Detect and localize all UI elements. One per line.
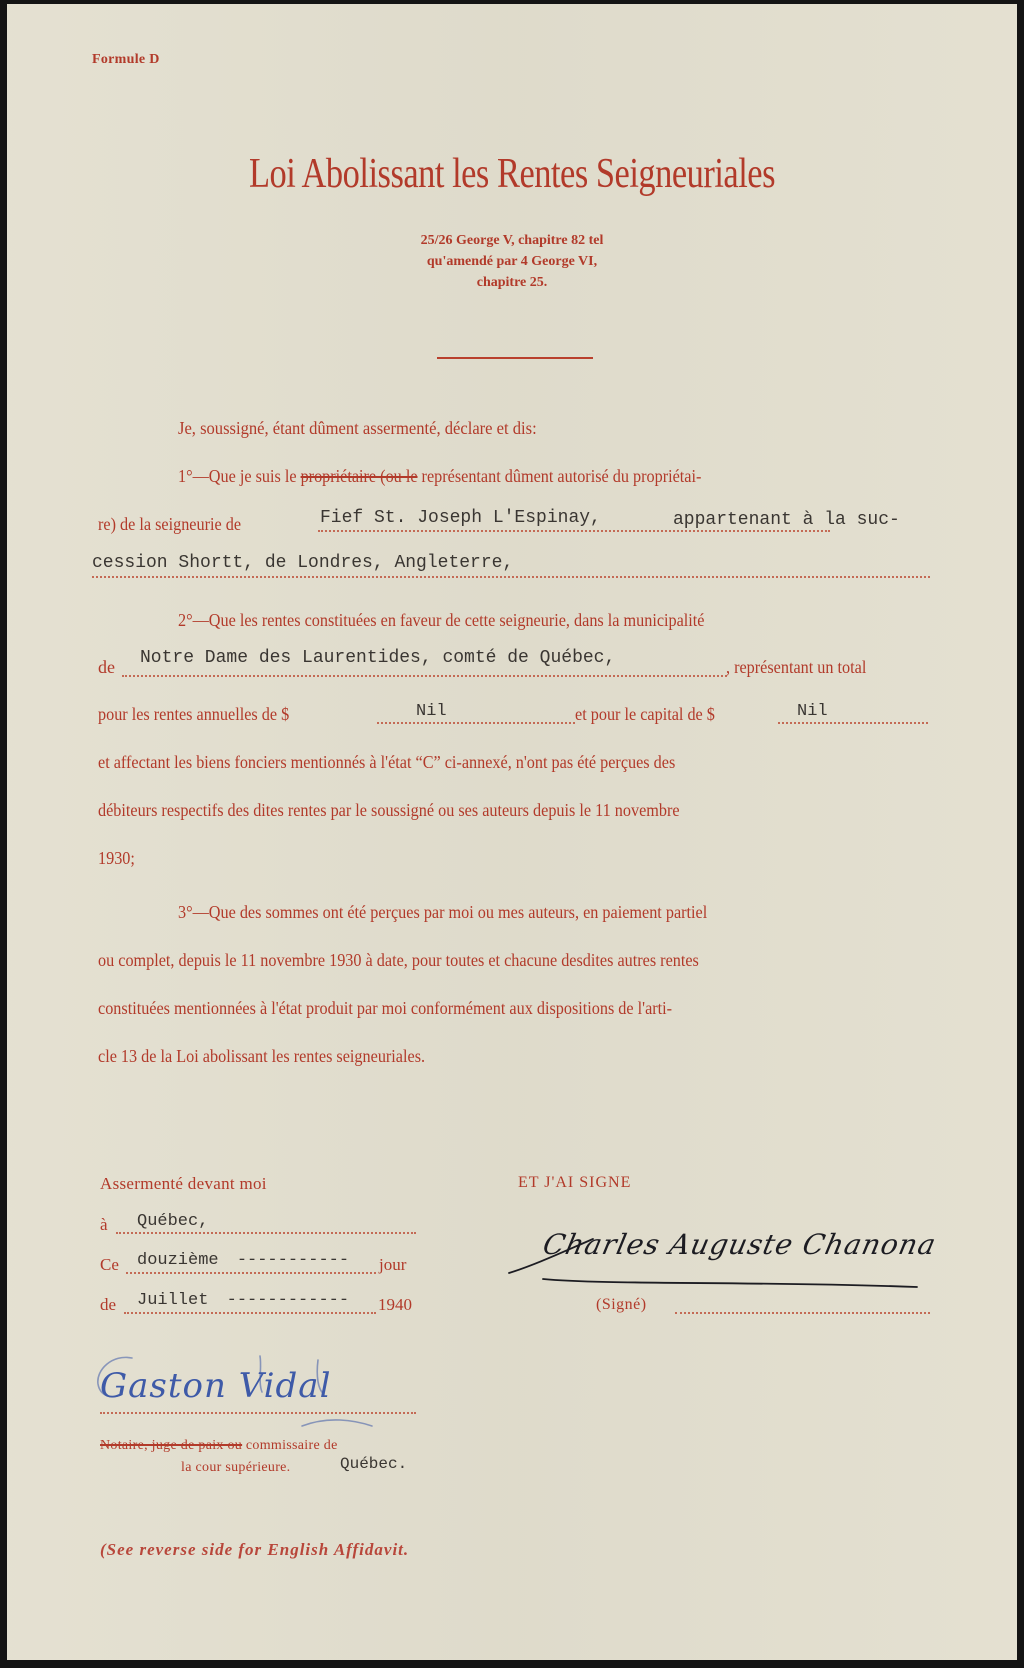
p3-text-d: cle 13 de la Loi abolissant les rentes seigneuriales. <box>98 1046 426 1066</box>
capital-field-line <box>778 722 928 724</box>
p2-line-1 <box>178 610 763 631</box>
p3-text-c: constituées mentionnées à l'état produit par moi conformément aux dispositions de l'arti- <box>98 998 673 1018</box>
commissioner-title-line-1 <box>100 1438 338 1454</box>
sworn-day-field[interactable] <box>137 1251 349 1270</box>
p2-de-label: de <box>98 657 115 677</box>
p1-text-a: Que je suis le <box>208 466 301 486</box>
p1-line-1 <box>178 466 760 487</box>
sworn-day-fill: ----------- <box>236 1251 350 1270</box>
reference-line-3: chapitre 25. <box>476 275 548 290</box>
declaration-intro <box>178 418 568 439</box>
municipalite-field[interactable]: Notre Dame des Laurentides, comté de Québec, <box>140 648 616 668</box>
rentes-annuelles-field-line <box>377 722 575 724</box>
sworn-place-line <box>116 1232 416 1234</box>
sworn-month-value: Juillet <box>137 1291 209 1310</box>
p1-number: 1°— <box>178 466 209 486</box>
sworn-place-field[interactable]: Québec, <box>137 1212 209 1231</box>
p3-line-4 <box>98 1046 461 1067</box>
sworn-month-field[interactable] <box>137 1291 349 1310</box>
sworn-ce-label: Ce <box>100 1255 119 1274</box>
intro-text: Je, soussigné, étant dûment assermenté, déclare et dis: <box>178 418 537 438</box>
capital-field[interactable]: Nil <box>797 702 828 721</box>
reference-line-1: 25/26 George V, chapitre 82 tel <box>420 233 604 248</box>
p1-line-2 <box>98 514 257 535</box>
commissioner-struck-text: Notaire, juge de paix ou <box>100 1438 243 1453</box>
sworn-day-line <box>126 1272 376 1274</box>
seigneurie-field-line <box>318 530 830 532</box>
p3-line-2 <box>98 950 766 971</box>
p2-text-f <box>98 800 744 821</box>
p2-text-e-span: et affectant les biens fonciers mentionnés à l'état “C” ci-annexé, n'ont pas été perçues des <box>98 752 676 772</box>
sworn-de-label: de <box>100 1295 117 1314</box>
sworn-year: 1940 <box>378 1295 412 1314</box>
p2-text-g-span: 1930; <box>98 848 135 868</box>
signe-label: (Signé) <box>596 1296 647 1313</box>
p1-struck-text: propriétaire (ou le <box>300 466 418 486</box>
form-label: Formule D <box>92 52 160 67</box>
p2-text-c-span: pour les rentes annuelles de $ <box>98 704 290 724</box>
p1-text-b: représentant dûment autorisé du propriétai- <box>417 466 702 486</box>
commissioner-place-field[interactable]: Québec. <box>340 1455 408 1473</box>
p2-number: 2°— <box>178 610 209 630</box>
p2-text-f-span: débiteurs respectifs des dites rentes par le soussigné ou ses auteurs depuis le 11 novembre <box>98 800 680 820</box>
p1-text-c: re) de la seigneurie de <box>98 514 242 534</box>
commissioner-text: commissaire de <box>242 1438 338 1453</box>
p2-text-d-span: et pour le capital de $ <box>575 704 715 724</box>
sworn-heading: Assermenté devant moi <box>100 1174 267 1193</box>
commissioner-signature-line <box>100 1412 416 1414</box>
p2-text-b <box>726 657 882 678</box>
rentes-annuelles-field[interactable]: Nil <box>416 702 447 721</box>
p1-typed-d: appartenant à la suc- <box>673 510 900 530</box>
seigneurie-field[interactable]: Fief St. Joseph L'Espinay, <box>320 508 601 528</box>
footer-note: (See reverse side for English Affidavit. <box>100 1540 410 1559</box>
p3-line-3 <box>98 998 736 1019</box>
signed-heading: ET J'AI SIGNE <box>518 1174 632 1191</box>
p2-text-d <box>575 704 730 725</box>
document-title: Loi Abolissant les Rentes Seigneuriales <box>248 151 776 197</box>
sworn-jour-label: jour <box>379 1255 407 1274</box>
declarant-signature: Charles Auguste Chanona <box>540 1228 940 1261</box>
commissioner-signature: Gaston Vidal <box>100 1366 332 1406</box>
p2-text-g <box>98 848 139 869</box>
commissioner-title-line-2: la cour supérieure. <box>181 1460 291 1475</box>
sworn-month-line <box>124 1312 376 1314</box>
p2-text-c <box>98 704 310 725</box>
succession-field[interactable]: cession Shortt, de Londres, Angleterre, <box>92 553 514 573</box>
succession-field-line <box>92 576 930 578</box>
p2-text-b-span: , représentant un total <box>726 657 867 677</box>
p2-text-a: Que les rentes constituées en faveur de cette seigneurie, dans la municipalité <box>208 610 705 630</box>
sworn-month-fill: ------------ <box>226 1291 350 1310</box>
reference-line-2: qu'amendé par 4 George VI, <box>426 254 598 269</box>
title-divider <box>437 357 593 359</box>
municipalite-field-line <box>122 675 727 677</box>
p2-text-e <box>98 752 739 773</box>
sworn-a-label: à <box>100 1215 108 1234</box>
p3-text-b: ou complet, depuis le 11 novembre 1930 à date, pour toutes et chacune desdites autres rentes <box>98 950 699 970</box>
p3-text-a: Que des sommes ont été perçues par moi ou mes auteurs, en paiement partiel <box>208 902 708 922</box>
p3-number: 3°— <box>178 902 209 922</box>
signature-dotted-line <box>675 1312 930 1314</box>
sworn-day-value: douzième <box>137 1251 219 1270</box>
p3-line-1 <box>178 902 766 923</box>
